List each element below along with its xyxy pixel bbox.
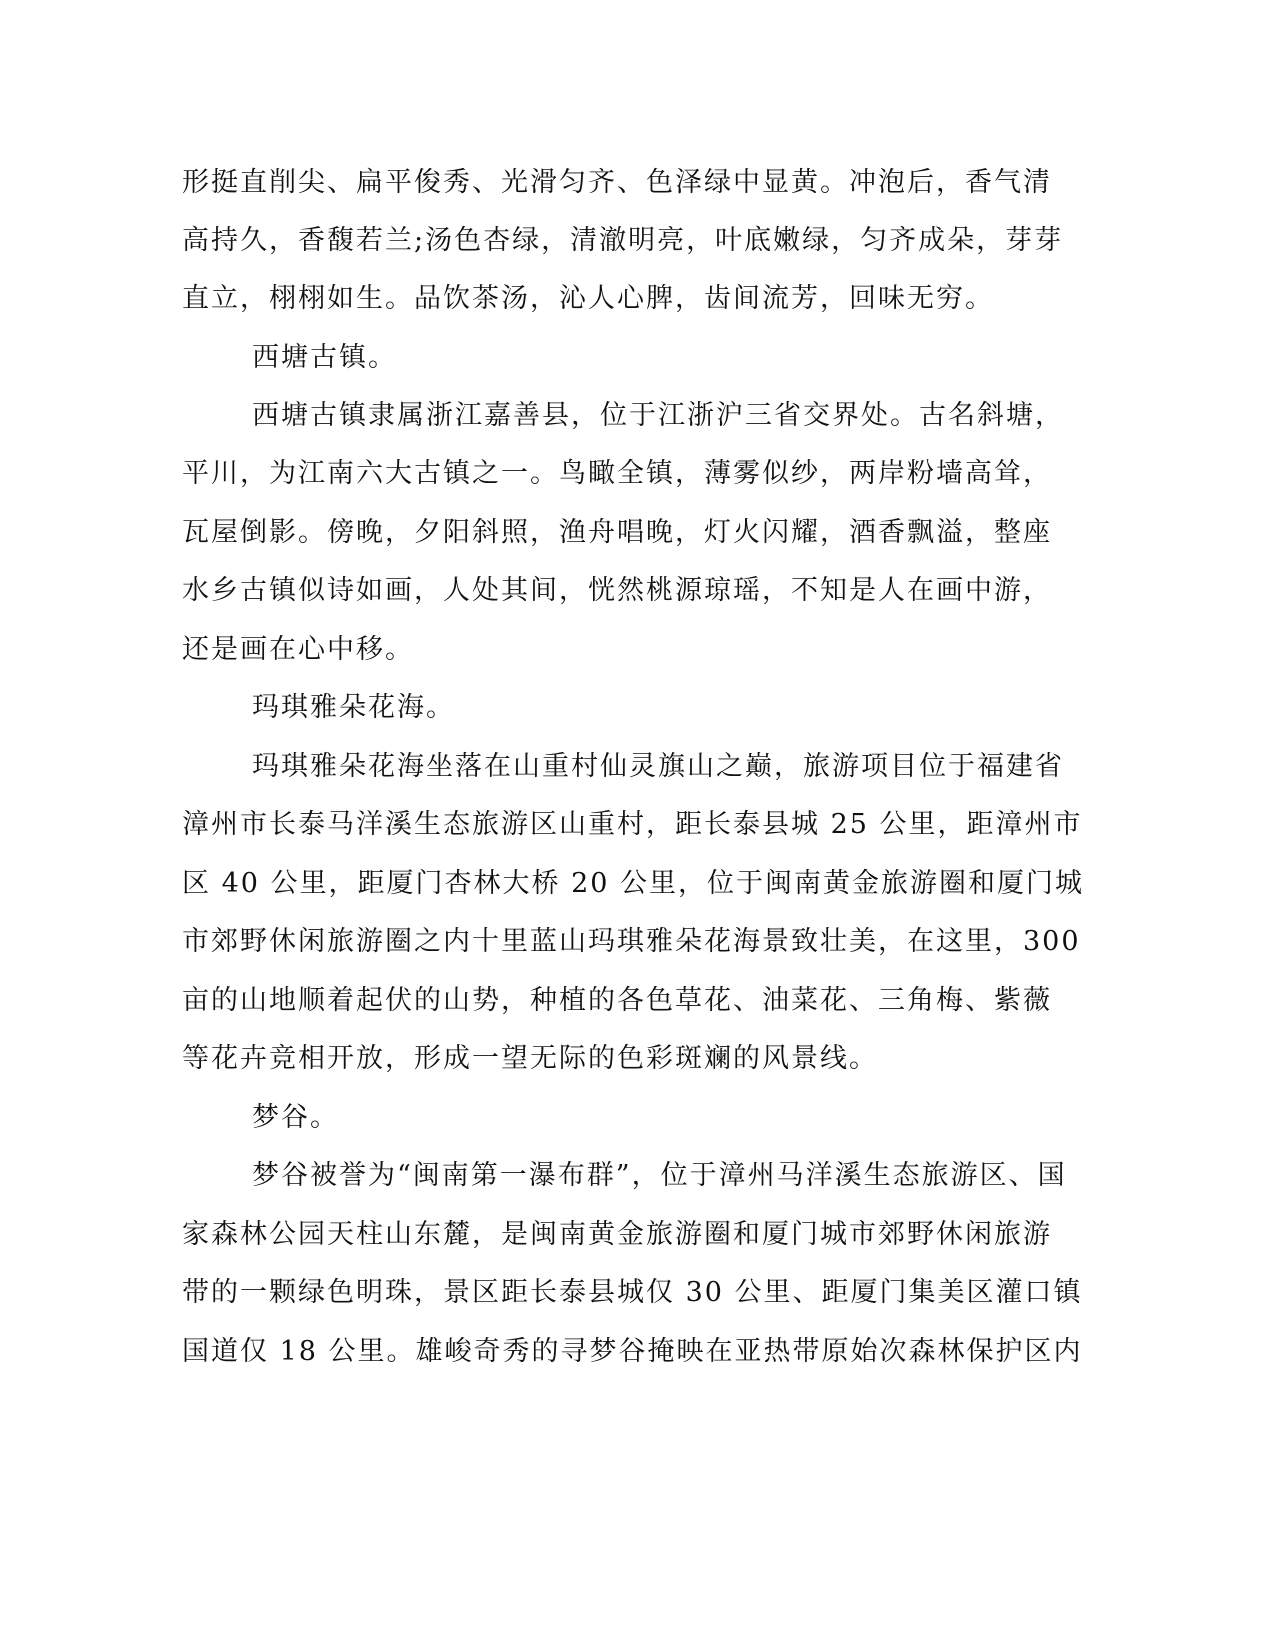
text-line: 形挺直削尖、扁平俊秀、光滑匀齐、色泽绿中显黄。冲泡后，香气清 bbox=[182, 167, 1052, 198]
text-line: 市郊野休闲旅游圈之内十里蓝山玛琪雅朵花海景致壮美，在这里，300 bbox=[182, 926, 1081, 957]
text-line: 家森林公园天柱山东麓，是闽南黄金旅游圈和厦门城市郊野休闲旅游 bbox=[182, 1219, 1052, 1250]
text-line: 区 40 公里，距厦门杏林大桥 20 公里，位于闽南黄金旅游圈和厦门城 bbox=[182, 868, 1085, 899]
text-line: 瓦屋倒影。傍晚，夕阳斜照，渔舟唱晚，灯火闪耀，酒香飘溢，整座 bbox=[182, 517, 1052, 548]
text-line: 漳州市长泰马洋溪生态旅游区山重村，距长泰县城 25 公里，距漳州市 bbox=[182, 809, 1083, 840]
text-line: 亩的山地顺着起伏的山势，种植的各色草花、油菜花、三角梅、紫薇 bbox=[182, 985, 1052, 1016]
text-line: 高持久，香馥若兰;汤色杏绿，清澈明亮，叶底嫩绿，匀齐成朵，芽芽 bbox=[182, 225, 1064, 256]
text-line: 带的一颗绿色明珠，景区距长泰县城仅 30 公里、距厦门集美区灌口镇 bbox=[182, 1277, 1083, 1308]
section-heading-menggu: 梦谷。 bbox=[252, 1102, 339, 1133]
section-heading-flower-sea: 玛琪雅朵花海。 bbox=[252, 692, 455, 723]
text-line: 国道仅 18 公里。雄峻奇秀的寻梦谷掩映在亚热带原始次森林保护区内 bbox=[182, 1336, 1083, 1367]
text-line: 梦谷被誉为“闽南第一瀑布群”，位于漳州马洋溪生态旅游区、国 bbox=[252, 1160, 1067, 1191]
text-line: 等花卉竞相开放，形成一望无际的色彩斑斓的风景线。 bbox=[182, 1043, 878, 1074]
section-heading-xitang: 西塘古镇。 bbox=[252, 342, 397, 373]
text-line: 玛琪雅朵花海坐落在山重村仙灵旗山之巅，旅游项目位于福建省 bbox=[252, 751, 1064, 782]
text-line: 平川，为江南六大古镇之一。鸟瞰全镇，薄雾似纱，两岸粉墙高耸， bbox=[182, 458, 1052, 489]
text-line: 还是画在心中移。 bbox=[182, 634, 414, 665]
text-line: 水乡古镇似诗如画，人处其间，恍然桃源琼瑶，不知是人在画中游， bbox=[182, 575, 1052, 606]
text-line: 直立，栩栩如生。品饮茶汤，沁人心脾，齿间流芳，回味无穷。 bbox=[182, 283, 994, 314]
text-line: 西塘古镇隶属浙江嘉善县，位于江浙沪三省交界处。古名斜塘， bbox=[252, 400, 1064, 431]
